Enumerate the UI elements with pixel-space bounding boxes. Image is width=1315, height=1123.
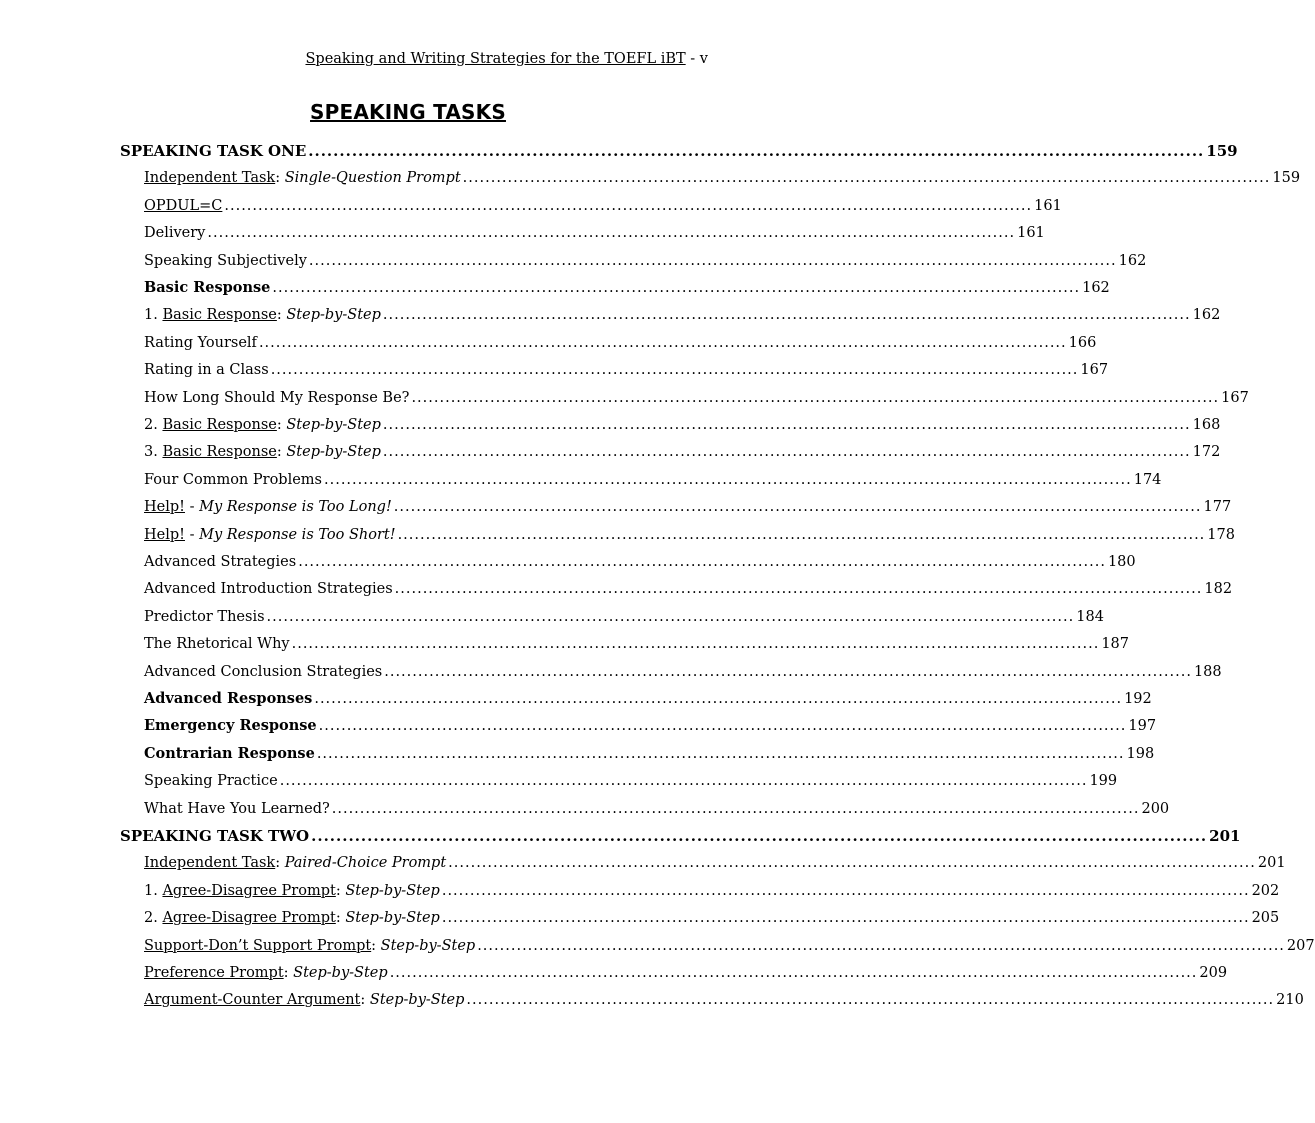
toc-page-number: 174 [1133, 471, 1162, 488]
toc-entry[interactable] [144, 990, 1304, 1010]
toc-entry[interactable] [144, 881, 1280, 901]
toc-entry-title [144, 799, 330, 819]
toc-entry[interactable] [144, 196, 1062, 216]
toc-entry-text-part: Speaking Practice [144, 773, 278, 790]
dot-leader: ................................................................................................................................................ [411, 389, 1220, 406]
toc-entry[interactable] [144, 415, 1221, 435]
toc-entry-text-part: SPEAKING TASK TWO [120, 827, 310, 845]
toc-entry-title [144, 497, 392, 517]
toc-entry-text-part: Step-by-Step [286, 444, 381, 461]
toc-entry-title [144, 333, 257, 353]
toc-entry[interactable] [144, 223, 1045, 243]
toc-entry-text-part: : [360, 992, 370, 1009]
toc-entry[interactable] [144, 360, 1109, 380]
toc-entry-title [144, 305, 381, 325]
toc-entry-text-part: Basic Response [162, 417, 277, 433]
toc-page-number: 188 [1193, 663, 1222, 680]
dot-leader: ................................................................................................................................................ [266, 608, 1075, 625]
toc-page-number: 209 [1199, 965, 1228, 981]
dot-leader: ................................................................................................................................................ [291, 636, 1100, 653]
toc-entry-title [144, 251, 307, 271]
header-book-title: Speaking and Writing Strategies for the TOEFL iBT [305, 51, 686, 67]
toc-entry-title [144, 168, 461, 188]
toc-entry-text-part: : [335, 910, 346, 927]
dot-leader: ................................................................................................................................................ [382, 307, 1191, 324]
toc-entry-title [144, 881, 440, 901]
toc-entry-title [144, 360, 269, 380]
toc-entry-text-part: Agree-Disagree Prompt [162, 882, 336, 899]
toc-entry-title [144, 415, 381, 435]
toc-entry[interactable] [144, 497, 1232, 517]
dot-leader: ................................................................................................................................................ [298, 554, 1106, 570]
dot-leader: ................................................................................................................................................ [318, 718, 1127, 735]
toc-entry-text-part: OPDUL=C [144, 197, 223, 214]
dot-leader: ................................................................................................................................................ [462, 170, 1271, 187]
toc-entry-title [144, 278, 270, 298]
toc-page-number: 178 [1207, 526, 1235, 543]
toc-entry[interactable] [144, 305, 1221, 325]
toc-page-number: 177 [1203, 499, 1232, 516]
toc-entry[interactable] [144, 278, 1110, 298]
dot-leader: ................................................................................................................................................ [394, 581, 1203, 598]
toc-entry-text-part: Paired-Choice Prompt [284, 855, 447, 872]
toc-entry-title [144, 716, 317, 736]
toc-page-number: 182 [1204, 581, 1233, 598]
toc-page-number: 207 [1286, 937, 1315, 954]
toc-entry-text-part: Step-by-Step [345, 882, 440, 899]
toc-entry[interactable] [144, 936, 1315, 956]
page-title: SPEAKING TASKS [310, 100, 506, 124]
toc-entry-text-part: 2. [144, 417, 163, 433]
header-separator: - [685, 51, 700, 67]
dot-leader: ................................................................................................................................................ [382, 444, 1191, 461]
toc-entry-text-part: : [276, 444, 287, 461]
toc-entry-text-part: My Response is Too Long! [199, 499, 392, 516]
dot-leader: ................................................................................................................................................ [311, 827, 1208, 845]
toc-page-number: 167 [1221, 389, 1249, 406]
toc-entry-title [144, 579, 393, 599]
toc-page-number: 202 [1251, 882, 1280, 899]
toc-entry-text-part: Advanced Responses [144, 690, 313, 707]
dot-leader: ................................................................................................................................................ [272, 280, 1081, 296]
running-header [305, 51, 708, 67]
dot-leader: ................................................................................................................................................ [270, 362, 1079, 379]
toc-page-number: 199 [1089, 773, 1118, 790]
toc-entry-text-part: My Response is Too Short! [199, 526, 396, 543]
toc-entry[interactable] [144, 908, 1280, 928]
toc-entry-title [144, 908, 440, 928]
dot-leader: ................................................................................................................................................ [258, 334, 1067, 351]
toc-entry-text-part: Support-Don’t Support Prompt [144, 937, 372, 954]
toc-entry-text-part: Help! [144, 499, 185, 516]
toc-entry-text-part: 3. [144, 444, 163, 461]
toc-entry-text-part: : [276, 417, 287, 433]
toc-entry-text-part: Four Common Problems [144, 471, 322, 488]
toc-entry-text-part: : [371, 937, 381, 954]
toc-entry-text-part: Preference Prompt [144, 965, 284, 981]
toc-entry-text-part: Predictor Thesis [144, 608, 265, 625]
toc-entry-title [144, 470, 322, 490]
toc-entry-text-part: Independent Task [144, 855, 276, 872]
toc-entry-title [144, 990, 464, 1010]
toc-entry-text-part: Advanced Introduction Strategies [144, 581, 393, 598]
dot-leader: ................................................................................................................................................ [331, 800, 1140, 817]
toc-entry-text-part: Step-by-Step [345, 910, 440, 927]
toc-entry[interactable] [144, 963, 1228, 983]
toc-entry[interactable] [144, 607, 1104, 627]
toc-entry-title [120, 826, 309, 846]
toc-entry-title [144, 525, 396, 545]
toc-entry[interactable] [144, 388, 1249, 408]
dot-leader: ................................................................................................................................................ [397, 526, 1206, 543]
toc-entry-text-part: Independent Task [144, 170, 276, 187]
toc-entry-text-part: Step-by-Step [380, 937, 476, 954]
toc-entry-text-part: SPEAKING TASK ONE [120, 142, 307, 160]
dot-leader: ................................................................................................................................................ [441, 882, 1250, 899]
toc-entry-text-part: Rating Yourself [144, 334, 257, 351]
toc-entry-text-part: Step-by-Step [286, 417, 381, 433]
toc-entry[interactable] [144, 525, 1235, 545]
toc-entry[interactable] [144, 579, 1233, 599]
toc-page-number: 201 [1209, 827, 1241, 845]
toc-entry-title [144, 552, 296, 572]
toc-entry-text-part: How Long Should My Response Be? [144, 389, 410, 406]
toc-entry[interactable] [144, 689, 1152, 709]
toc-section-heading[interactable] [120, 141, 1238, 161]
dot-leader: ................................................................................................................................................ [384, 663, 1192, 680]
toc-page-number: 187 [1101, 636, 1130, 653]
toc-entry-title [144, 853, 446, 873]
toc-entry-title [144, 689, 312, 709]
dot-leader: ................................................................................................................................................ [466, 992, 1275, 1009]
dot-leader: ................................................................................................................................................ [389, 965, 1198, 981]
header-page-number: v [699, 51, 708, 67]
toc-page-number: 201 [1257, 855, 1286, 872]
toc-section-heading[interactable] [120, 826, 1241, 846]
dot-leader: ................................................................................................................................................ [477, 937, 1285, 954]
toc-entry-text-part: Argument-Counter Argument [144, 992, 361, 1009]
toc-entry-text-part: 2. [144, 910, 163, 927]
toc-entry[interactable] [144, 333, 1097, 353]
toc-entry-text-part: : [283, 965, 294, 981]
toc-entry-text-part: - [184, 526, 200, 543]
toc-entry-text-part: 1. [144, 307, 163, 324]
toc-entry[interactable] [144, 168, 1301, 188]
dot-leader: ................................................................................................................................................ [224, 197, 1033, 214]
toc-page-number: 172 [1192, 444, 1221, 461]
dot-leader: ................................................................................................................................................ [207, 225, 1016, 242]
toc-entry-text-part: Rating in a Class [144, 362, 269, 379]
toc-entry-text-part: : [275, 170, 285, 187]
toc-entry-text-part: Advanced Strategies [144, 554, 297, 570]
toc-entry-title [144, 963, 388, 983]
toc-entry[interactable] [144, 744, 1155, 764]
toc-entry-text-part: : [276, 307, 287, 324]
dot-leader: ................................................................................................................................................ [448, 855, 1256, 872]
toc-entry-text-part: Basic Response [162, 307, 277, 324]
toc-entry-title [144, 634, 290, 654]
toc-page-number: 166 [1068, 334, 1097, 351]
toc-entry-text-part: Help! [144, 526, 185, 543]
toc-entry-text-part: Speaking Subjectively [144, 252, 307, 269]
toc-entry-text-part: - [184, 499, 200, 516]
toc-page-number: 205 [1251, 910, 1280, 927]
dot-leader: ................................................................................................................................................ [316, 745, 1125, 762]
toc-entry[interactable] [144, 470, 1162, 490]
toc-entry-text-part: Advanced Conclusion Strategies [144, 663, 383, 680]
dot-leader: ................................................................................................................................................ [324, 471, 1132, 488]
toc-entry-text-part: Single-Question Prompt [284, 170, 461, 187]
toc-entry-text-part: Agree-Disagree Prompt [162, 910, 336, 927]
toc-entry-title [144, 607, 265, 627]
toc-page-number: 180 [1107, 554, 1136, 570]
dot-leader: ................................................................................................................................................ [393, 499, 1202, 516]
toc-entry-title [144, 388, 409, 408]
toc-entry-text-part: : [275, 855, 285, 872]
toc-entry-title [144, 442, 381, 462]
toc-page-number: 198 [1126, 745, 1155, 762]
toc-entry-text-part: : [335, 882, 346, 899]
toc-entry-text-part: Basic Response [162, 444, 277, 461]
dot-leader: ................................................................................................................................................ [308, 252, 1117, 269]
toc-page-number: 161 [1034, 197, 1062, 214]
toc-page-number: 197 [1128, 718, 1157, 735]
toc-entry-text-part: 1. [144, 882, 163, 899]
toc-entry[interactable] [144, 662, 1222, 682]
toc-entry-text-part: Emergency Response [144, 717, 317, 735]
toc-entry-title [144, 223, 205, 243]
toc-page-number: 162 [1082, 280, 1110, 296]
toc-entry-title [144, 744, 315, 764]
toc-entry-text-part: The Rhetorical Why [144, 636, 290, 653]
toc-entry[interactable] [144, 853, 1286, 873]
toc-entry[interactable] [144, 552, 1136, 572]
toc-page-number: 184 [1076, 608, 1104, 625]
toc-page-number: 162 [1192, 307, 1221, 324]
toc-entry-text-part: Step-by-Step [286, 307, 381, 324]
toc-entry-title [144, 196, 222, 216]
dot-leader: ................................................................................................................................................ [308, 142, 1205, 160]
toc-page-number: 162 [1118, 252, 1147, 269]
dot-leader: ................................................................................................................................................ [279, 773, 1088, 790]
toc-entry-text-part: Delivery [144, 225, 206, 242]
toc-page-number: 210 [1276, 992, 1304, 1009]
toc-entry-title [144, 662, 382, 682]
dot-leader: ................................................................................................................................................ [382, 417, 1191, 433]
toc-page-number: 159 [1272, 170, 1301, 187]
toc-page-number: 159 [1206, 142, 1238, 160]
toc-entry-text-part: Basic Response [144, 279, 271, 296]
toc-entry[interactable] [144, 771, 1118, 791]
toc-entry[interactable] [144, 442, 1221, 462]
toc-entry-title [120, 141, 306, 161]
toc-entry[interactable] [144, 634, 1130, 654]
toc-entry-title [144, 771, 278, 791]
toc-entry-text-part: Step-by-Step [369, 992, 465, 1009]
toc-entry[interactable] [144, 799, 1170, 819]
toc-entry[interactable] [144, 251, 1147, 271]
toc-entry-text-part: What Have You Learned? [144, 800, 330, 817]
toc-page-number: 192 [1124, 691, 1152, 707]
toc-page-number: 200 [1141, 800, 1170, 817]
toc-entry-text-part: Step-by-Step [293, 965, 388, 981]
toc-entry[interactable] [144, 716, 1157, 736]
toc-entry-text-part: Contrarian Response [144, 744, 315, 762]
dot-leader: ................................................................................................................................................ [314, 691, 1123, 707]
dot-leader: ................................................................................................................................................ [441, 910, 1250, 927]
toc-page-number: 167 [1080, 362, 1109, 379]
toc-entry-title [144, 936, 475, 956]
toc-page-number: 168 [1192, 417, 1221, 433]
toc-page-number: 161 [1017, 225, 1045, 242]
